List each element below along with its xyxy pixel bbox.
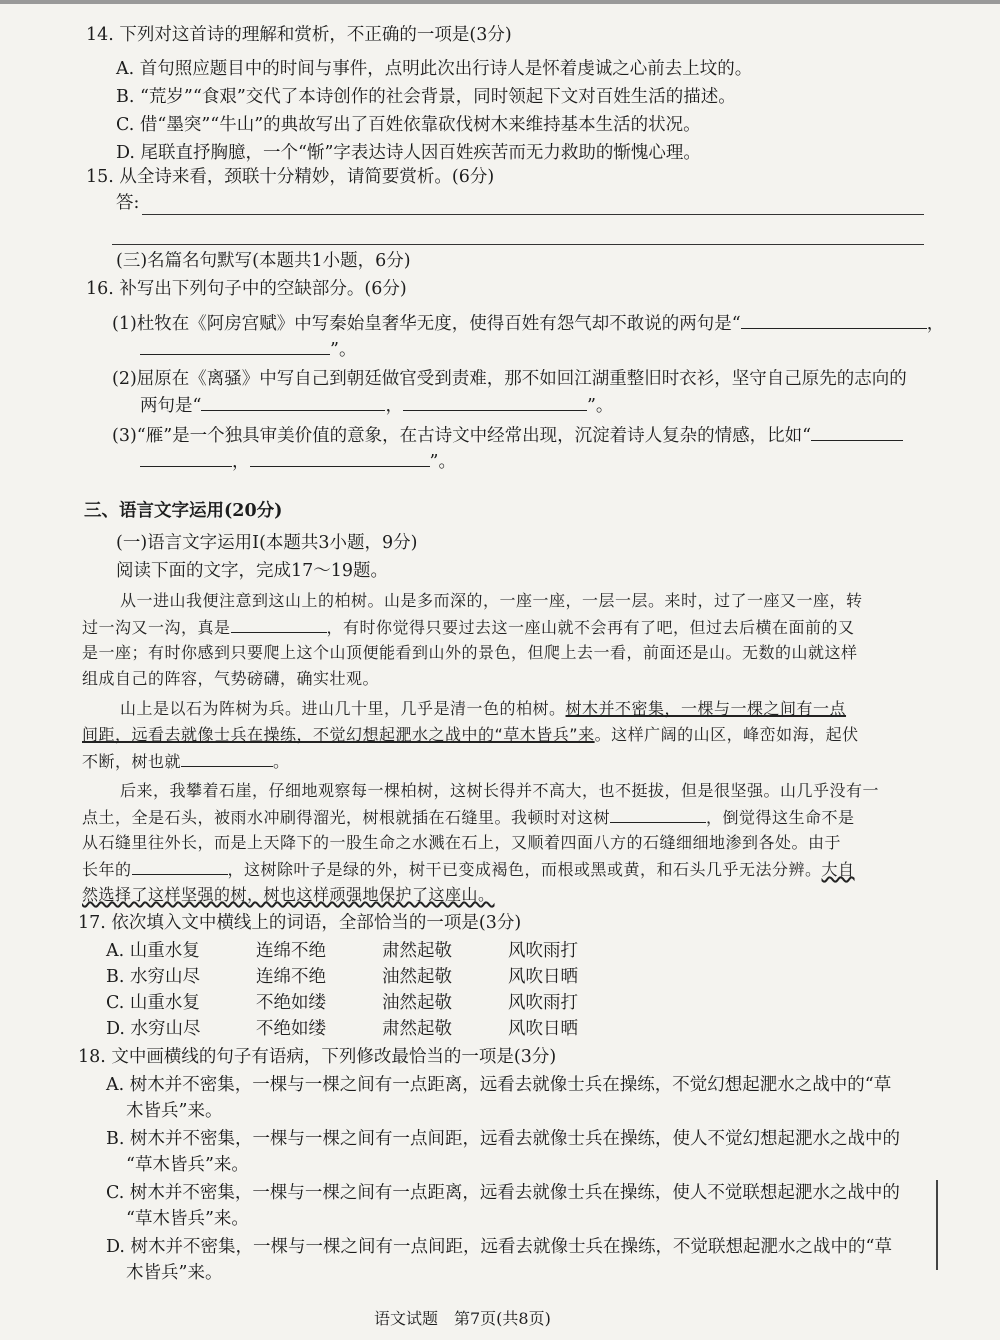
option-cell: 油然起敬: [382, 967, 452, 987]
scan-edge-mark: [936, 1180, 938, 1270]
q14-option-b: B. “荒岁”“食艰”交代了本诗创作的社会背景，同时领起下文对百姓生活的描述。: [116, 87, 736, 107]
q16-item-2-text: 两句是“: [140, 396, 202, 416]
q16-item-2-cont: [140, 392, 613, 419]
part3-subtitle: (一)语言文字运用Ⅰ(本题共3小题，9分): [116, 533, 418, 553]
blank[interactable]: [181, 748, 273, 767]
part3-intro: 阅读下面的文字，完成17～19题。: [116, 561, 389, 581]
q16-item-1: [112, 310, 944, 337]
passage-text: ，这树除叶子是绿的外，树干已变成褐色，而根或黑或黄，和石头几乎无法分辨。: [227, 860, 822, 879]
punct: ，: [926, 314, 945, 334]
option-cell: 风吹日晒: [508, 1019, 578, 1039]
blank[interactable]: [610, 804, 706, 823]
blank[interactable]: [250, 448, 430, 467]
passage-text: ，有时你觉得只要过去这一座山就不会再有了吧，但过去后横在面前的又: [326, 618, 855, 637]
option-cell: 油然起敬: [382, 993, 452, 1013]
blank[interactable]: [403, 392, 587, 411]
passage-text: 山上是以石为阵树为兵。进山几十里，几乎是清一色的柏树。: [120, 699, 566, 718]
q18-stem: 18. 文中画横线的句子有语病，下列修改最恰当的一项是(3分): [78, 1047, 557, 1067]
wavy-underlined-sentence: 然选择了这样坚强的树，树也这样顽强地保护了这座山。: [82, 885, 495, 904]
q16-item-3-text: (3)“雁”是一个独具审美价值的意象，在古诗文中经常出现，沉淀着诗人复杂的情感，比如“: [112, 426, 812, 446]
option-cell: B. 水穷山尽: [106, 967, 200, 987]
q18-option-c-line1: C. 树木并不密集，一棵与一棵之间有一点距离，远看去就像士兵在操练，使人不觉联想起淝水之战中的: [106, 1183, 900, 1203]
answer-line-2: [112, 244, 924, 245]
passage-p2-line3: [82, 748, 290, 775]
q17-option-d: [106, 1016, 706, 1042]
q14-option-c: C. 借“墨突”“牛山”的典故写出了百姓依靠砍伐树木来维持基本生活的状况。: [116, 115, 701, 135]
blank[interactable]: [201, 392, 385, 411]
q14-option-d: D. 尾联直抒胸臆，一个“惭”字表达诗人因百姓疾苦而无力救助的惭愧心理。: [116, 143, 701, 163]
blank[interactable]: [132, 856, 228, 875]
option-cell: A. 山重水复: [106, 941, 200, 961]
blank[interactable]: [811, 422, 903, 441]
option-cell: 不绝如缕: [256, 993, 326, 1013]
q16-item-3: [112, 422, 903, 449]
punct: ，: [232, 452, 250, 472]
q16-item-3-cont: [140, 448, 456, 475]
passage-p3-line5: [82, 882, 495, 908]
passage-p3-line4: [82, 856, 855, 883]
passage-p2-line2: [82, 722, 859, 748]
q18-option-c-line2: “草木皆兵”来。: [126, 1209, 249, 1229]
passage-text: 过一沟又一沟，真是: [82, 618, 231, 637]
blank[interactable]: [140, 336, 330, 355]
q14-option-a: A. 首句照应题目中的时间与事件，点明此次出行诗人是怀着虔诚之心前去上坟的。: [116, 59, 753, 79]
punct: ”。: [330, 340, 357, 360]
option-cell: 连绵不绝: [256, 941, 326, 961]
passage-p3-line1: 后来，我攀着石崖，仔细地观察每一棵柏树，这树长得并不高大，也不挺拔，但是很坚强。山几乎没有一: [120, 781, 880, 800]
option-cell: 风吹雨打: [508, 941, 578, 961]
option-cell: 肃然起敬: [382, 941, 452, 961]
punct: ，: [385, 396, 403, 416]
q18-option-b-line2: “草木皆兵”来。: [126, 1155, 249, 1175]
blank[interactable]: [231, 614, 327, 633]
blank[interactable]: [140, 448, 232, 467]
passage-p2-line1: [120, 696, 846, 722]
scan-top-edge: [0, 0, 1000, 4]
answer-line-1: [142, 214, 924, 215]
q17-option-b: [106, 964, 706, 990]
passage-p3-line2: [82, 804, 855, 831]
underlined-sentence: 树木并不密集，一棵与一棵之间有一点: [565, 699, 847, 718]
passage-text: 点土，全是石头，被雨水冲刷得溜光，树根就插在石缝里。我顿时对这树: [82, 808, 611, 827]
q16-item-1-text: (1)杜牧在《阿房宫赋》中写秦始皇奢华无度，使得百姓有怨气却不敢说的两句是“: [112, 314, 741, 334]
passage-p3-line3: 从石缝里往外长，而是上天降下的一股生命之水溅在石上，又顺着四面八方的石缝细细地渗到各处。由于: [82, 833, 842, 852]
wavy-underlined-sentence: 大自: [821, 860, 855, 879]
passage-p1-line3: 是一座；有时你感到只要爬上这个山顶便能看到山外的景色，但爬上去一看，前面还是山。无数的山就这样: [82, 643, 858, 662]
option-cell: C. 山重水复: [106, 993, 200, 1013]
underlined-sentence: 间距，远看去就像士兵在操练，不觉幻想起淝水之战中的“草木皆兵”来: [82, 725, 595, 744]
option-cell: 肃然起敬: [382, 1019, 452, 1039]
passage-text: ，倒觉得这生命不是: [706, 808, 855, 827]
passage-p1-line2: [82, 614, 855, 641]
passage-text: 长年的: [82, 860, 132, 879]
option-cell: 风吹日晒: [508, 967, 578, 987]
passage-text: 。: [273, 752, 290, 771]
passage-text: 不断，树也就: [82, 752, 182, 771]
q18-option-b-line1: B. 树木并不密集，一棵与一棵之间有一点间距，远看去就像士兵在操练，使人不觉幻想起淝水之战中的: [106, 1129, 900, 1149]
q15-answer-label: 答:: [116, 193, 140, 213]
q17-option-a: [106, 938, 706, 964]
q14-stem: 14. 下列对这首诗的理解和赏析，不正确的一项是(3分): [86, 25, 512, 45]
punct: ”。: [429, 452, 456, 472]
q18-option-d-line1: D. 树木并不密集，一棵与一棵之间有一点间距，远看去就像士兵在操练，不觉联想起淝水之战中的“草: [106, 1237, 892, 1257]
option-cell: 风吹雨打: [508, 993, 578, 1013]
q18-option-a-line2: 木皆兵”来。: [126, 1101, 223, 1121]
q17-option-c: [106, 990, 706, 1016]
option-cell: D. 水穷山尽: [106, 1019, 201, 1039]
passage-p1-line4: 组成自己的阵容，气势磅礴，确实壮观。: [82, 669, 380, 688]
option-cell: 不绝如缕: [256, 1019, 326, 1039]
q18-option-a-line1: A. 树木并不密集，一棵与一棵之间有一点距离，远看去就像士兵在操练，不觉幻想起淝水之战中的“草: [106, 1075, 892, 1095]
q16-item-1-cont: [140, 336, 356, 363]
option-cell: 连绵不绝: [256, 967, 326, 987]
passage-p1-line1: 从一进山我便注意到这山上的柏树。山是多而深的，一座一座，一层一层。来时，过了一座又一座，转: [120, 591, 863, 610]
q18-option-d-line2: 木皆兵”来。: [126, 1263, 223, 1283]
q16-item-2: (2)屈原在《离骚》中写自己到朝廷做官受到责难，那不如回江湖重整旧时衣衫，坚守自己原先的志向的: [112, 369, 907, 389]
q17-stem: 17. 依次填入文中横线上的词语，全部恰当的一项是(3分): [78, 913, 522, 933]
q16-stem: 16. 补写出下列句子中的空缺部分。(6分): [86, 279, 407, 299]
part3-title: 三、语言文字运用(20分): [84, 501, 283, 521]
section-famous-lines: (三)名篇名句默写(本题共1小题，6分): [116, 251, 411, 271]
page-footer: 语文试题 第7页(共8页): [374, 1309, 551, 1328]
punct: ”。: [586, 396, 614, 416]
passage-text: 。这样广阔的山区，峰峦如海，起伏: [594, 725, 859, 744]
q15-stem: 15. 从全诗来看，颈联十分精妙，请简要赏析。(6分): [86, 167, 495, 187]
blank[interactable]: [741, 310, 927, 329]
